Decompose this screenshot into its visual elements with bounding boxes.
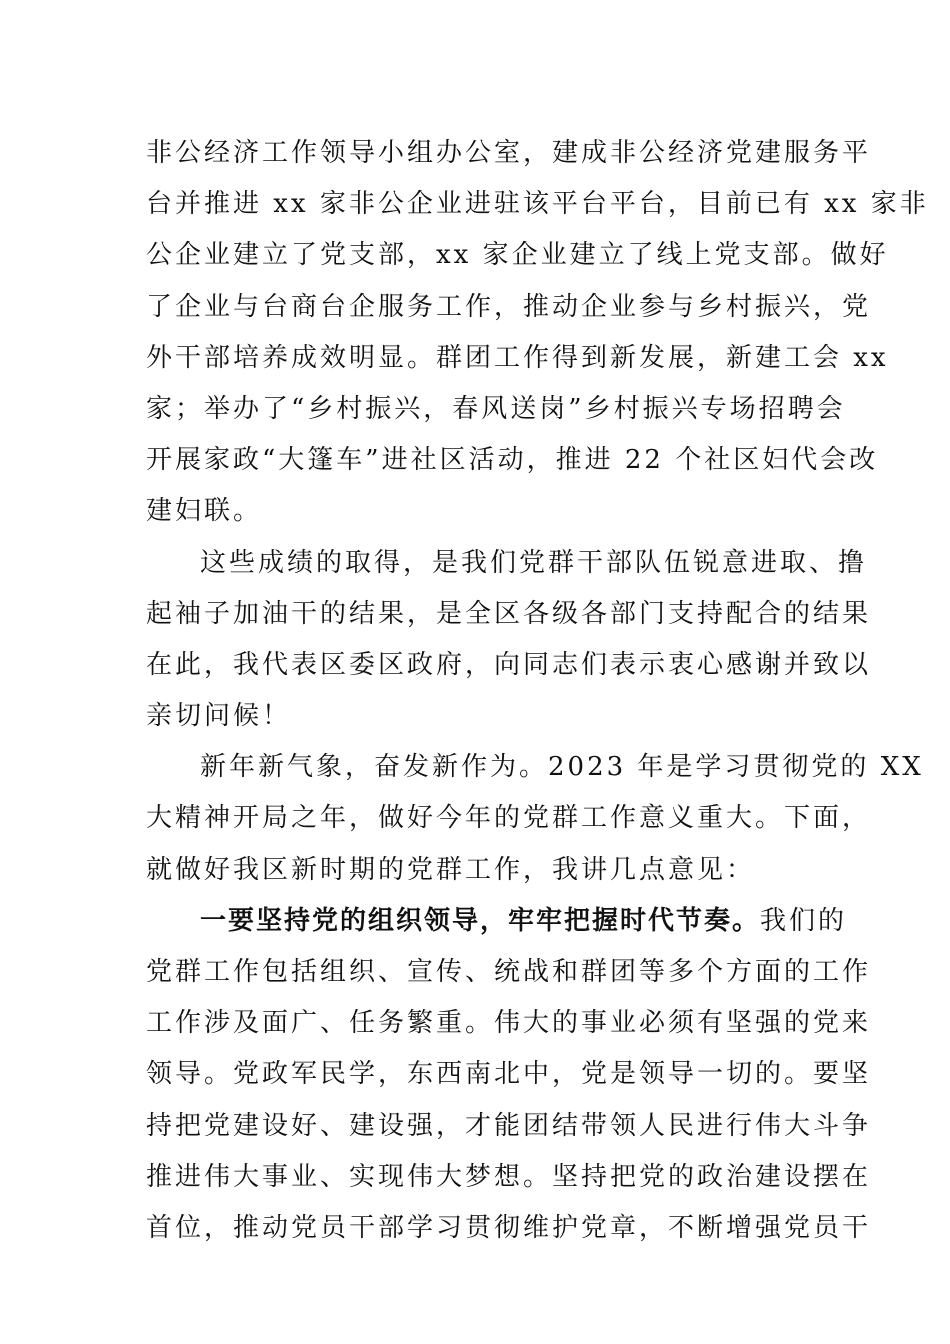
text-line: 台并推进 xx 家非公企业进驻该平台平台，目前已有 xx 家非: [146, 189, 929, 220]
paragraph-new-year: [146, 742, 924, 896]
text-line: 家；举办了“乡村振兴，春风送岗”乡村振兴专场招聘会: [146, 393, 846, 424]
section-heading: 一要坚持党的组织领导，牢牢把握时代节奏。: [200, 905, 761, 936]
text-line: 工作涉及面广、任务繁重。伟大的事业必须有坚强的党来: [146, 1008, 872, 1039]
document-body: [146, 128, 929, 1254]
text-line: 亲切问候！: [146, 701, 292, 732]
text-line-with-heading: [146, 896, 848, 947]
text-line: 了企业与台商台企服务工作，推动企业参与乡村振兴，党: [146, 291, 872, 322]
text-line: 就做好我区新时期的党群工作，我讲几点意见：: [146, 854, 756, 885]
text-line: 新年新气象，奋发新作为。2023 年是学习贯彻党的 XX: [200, 752, 924, 783]
text-line: 领导。党政军民学，东西南北中，党是领导一切的。要坚: [146, 1059, 872, 1090]
paragraph-thanks: [146, 538, 872, 743]
heading-continuation: 我们的: [760, 905, 848, 936]
text-line: 推进伟大事业、实现伟大梦想。坚持把党的政治建设摆在: [146, 1161, 872, 1192]
text-line: 党群工作包括组织、宣传、统战和群团等多个方面的工作: [146, 957, 872, 987]
text-line: 大精神开局之年，做好今年的党群工作意义重大。下面，: [146, 803, 872, 834]
text-line: 这些成绩的取得，是我们党群干部队伍锐意进取、撸: [200, 547, 868, 578]
text-line: 非公经济工作领导小组办公室，建成非公经济党建服务平: [146, 138, 872, 168]
text-line: 公企业建立了党支部，xx 家企业建立了线上党支部。做好: [146, 240, 889, 271]
text-line: 首位，推动党员干部学习贯彻维护党章，不断增强党员干: [146, 1212, 872, 1243]
paragraph-point-one: [146, 896, 872, 1254]
text-line: 建妇联。: [146, 496, 263, 527]
paragraph-achievements: [146, 128, 929, 538]
text-line: 开展家政“大篷车”进社区活动，推进 22 个社区妇代会改: [146, 445, 879, 476]
text-line: 在此，我代表区委区政府，向同志们表示衷心感谢并致以: [146, 649, 872, 680]
text-line: 持把党建设好、建设强，才能团结带领人民进行伟大斗争: [146, 1110, 872, 1141]
text-line: 外干部培养成效明显。群团工作得到新发展，新建工会 xx: [146, 342, 889, 373]
text-line: 起袖子加油干的结果，是全区各级各部门支持配合的结果: [146, 598, 872, 629]
